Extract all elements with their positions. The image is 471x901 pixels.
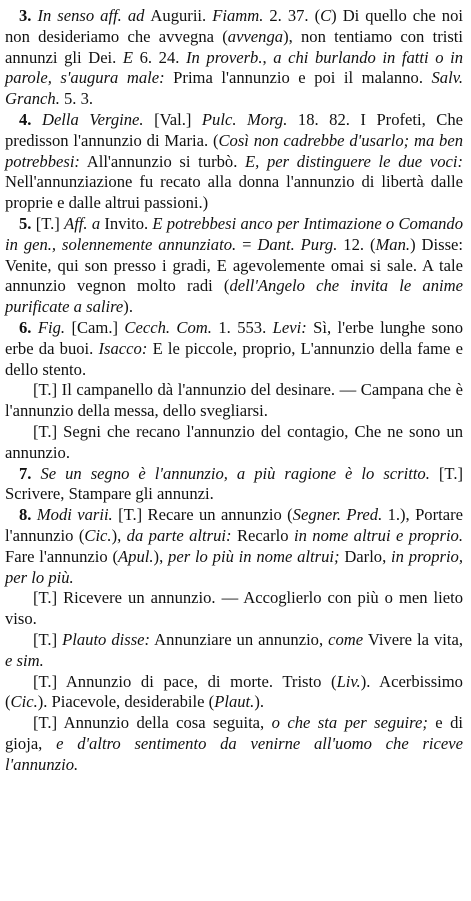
italic-text: In senso aff. ad — [31, 6, 151, 25]
body-text: ), — [111, 525, 127, 545]
italic-text: in nome altrui e proprio. — [293, 525, 463, 545]
body-text: [Val.] — [143, 109, 202, 129]
body-text: Augurii. — [150, 6, 213, 25]
italic-text: Cecch. Com. — [124, 317, 212, 337]
body-text: Darlo, — [339, 546, 392, 566]
body-text: ). — [254, 692, 264, 712]
sense-paragraph — [5, 6, 463, 110]
italic-text: a chi burlando in fatti o in parole, s'augura male: — [5, 47, 463, 88]
sense-number: 3. — [19, 6, 32, 25]
italic-text: Liv. — [336, 671, 361, 691]
body-text: Recarlo — [231, 525, 294, 545]
italic-text: C — [320, 6, 332, 25]
dictionary-entries — [5, 6, 463, 775]
body-text: [T.] Recare un annunzio ( — [112, 505, 293, 525]
body-text: Nell'annunziazione fu recato alla donna l'annunzio di libertà dalle proprie e dalle altrui passioni.) — [5, 172, 463, 213]
italic-text: avvenga — [227, 26, 284, 46]
italic-text: Della Vergine. — [31, 109, 144, 129]
italic-text: E, per distinguere le due voci: — [245, 151, 463, 171]
body-text: Invito. — [100, 213, 153, 233]
body-text: ) Di quello che noi non desideriamo che avvegna ( — [5, 6, 464, 46]
italic-text: dell'Angelo che invita le anime purificate a salire — [5, 276, 463, 317]
italic-text: e d'altro sentimento da venirne all'uomo che riceve l'annunzio. — [5, 733, 463, 774]
body-text: Sì, l'erbe lunghe sono erbe da buoi. — [5, 317, 464, 358]
body-text: Prima l'annunzio e poi il malanno. — [164, 68, 432, 88]
body-text: Vivere la vita, — [363, 629, 463, 649]
usage-paragraph — [5, 422, 463, 464]
usage-paragraph — [5, 380, 463, 422]
sense-number: 7. — [19, 463, 32, 483]
italic-text: come — [328, 629, 364, 649]
italic-text: in proprio, per lo più. — [5, 546, 463, 587]
italic-text: Fiamm. — [212, 6, 270, 25]
body-text: e di gioja, — [5, 713, 463, 753]
italic-text: Modi varii. — [31, 505, 113, 525]
sense-paragraph — [5, 464, 463, 506]
italic-text: Plaut. — [214, 692, 255, 712]
italic-text: Man. — [375, 234, 411, 254]
italic-text: da parte altrui: — [126, 525, 232, 545]
body-text: ), non tentiamo con tristi annunzi gli Dei. — [5, 26, 464, 67]
body-text: ), — [153, 546, 169, 566]
italic-text: In proverb. — [186, 47, 263, 67]
body-text: [T.] Scrivere, Stampare gli annunzi. — [5, 463, 463, 504]
sense-paragraph — [5, 318, 463, 380]
body-text: [Cam.] — [65, 317, 125, 337]
italic-text: Plauto disse: — [62, 629, 151, 649]
sense-paragraph — [5, 214, 463, 318]
body-text: All'annunzio si turbò. — [79, 151, 246, 171]
body-text: [T.] Il campanello dà l'annunzio del desinare. — Campana che è l'annunzio della messa, dello svegliarsi. — [5, 380, 463, 421]
italic-text: Salv. Granch. — [5, 68, 463, 109]
italic-text: Pulc. Morg. — [201, 109, 288, 129]
usage-paragraph — [5, 588, 463, 630]
body-text: [T.] — [31, 213, 65, 233]
usage-paragraph — [5, 672, 463, 714]
body-text: [T.] Ricevere un annunzio. — Accoglierlo con più o men lieto viso. — [5, 588, 463, 629]
body-text: [T.] Annunzio della cosa seguita, — [33, 713, 272, 733]
body-text: 6. 24. — [133, 47, 186, 67]
body-text: [T.] Annunzio di pace, di morte. Tristo ( — [33, 671, 337, 691]
italic-text: Cic. — [84, 525, 112, 545]
sense-number: 6. — [19, 317, 32, 337]
body-text: ) Disse: Venite, qui son presso i gradi, E agevolemente omai si sale. A tale annunzio vegnon molto radi ( — [5, 234, 463, 296]
body-text: [T.] — [33, 629, 63, 649]
body-text: 18. 82. I Profeti, Che predisson l'annunzio di Maria. ( — [5, 109, 463, 150]
sense-number: 4. — [19, 109, 32, 129]
italic-text: Isacco: — [98, 338, 148, 358]
italic-text: per lo più in nome altrui; — [168, 546, 340, 566]
italic-text: e sim. — [5, 650, 44, 670]
body-text: , — [262, 47, 274, 67]
body-text: ). Acerbissimo ( — [5, 671, 463, 712]
italic-text: Dant. Purg. — [257, 234, 338, 254]
body-text: 5. 3. — [59, 89, 94, 109]
italic-text: Se un segno è l'annunzio, a più ragione è lo scritto. — [31, 463, 430, 483]
body-text: Fare l'annunzio ( — [5, 546, 119, 566]
body-text: 2. 37. ( — [269, 6, 321, 25]
italic-text: Levi: — [272, 317, 307, 337]
sense-number: 5. — [19, 213, 32, 233]
italic-text: Cic. — [10, 692, 38, 712]
body-text: 1.), Portare l'annunzio ( — [5, 505, 463, 545]
usage-paragraph — [5, 713, 463, 775]
sense-paragraph — [5, 505, 463, 588]
body-text: 1. 553. — [211, 317, 273, 337]
italic-text: o che sta per seguire; — [271, 713, 428, 733]
italic-text: Fig. — [31, 317, 66, 337]
italic-text: Così non cadrebbe d'usarlo; ma ben potrebbesi: — [5, 130, 464, 171]
italic-text: Apul. — [118, 546, 154, 566]
italic-text: Segner. Pred. — [292, 505, 383, 525]
italic-text: E — [122, 47, 134, 67]
sense-paragraph — [5, 110, 463, 214]
body-text: ). — [123, 297, 133, 317]
italic-text: Aff. a — [64, 213, 101, 233]
body-text: Annunziare un annunzio, — [150, 629, 329, 649]
usage-paragraph — [5, 630, 463, 672]
italic-text: E potrebbesi anco per Intimazione o Comando in gen., solennemente annunziato. — [5, 213, 464, 254]
body-text: ). Piacevole, desiderabile ( — [37, 692, 215, 712]
body-text: = — [236, 234, 258, 254]
body-text: 12. ( — [337, 234, 376, 254]
body-text: E le piccole, proprio, L'annunzio della fame e dello stento. — [5, 338, 463, 379]
body-text: [T.] Segni che recano l'annunzio del contagio, Che ne sono un annunzio. — [5, 421, 463, 462]
sense-number: 8. — [19, 505, 32, 525]
